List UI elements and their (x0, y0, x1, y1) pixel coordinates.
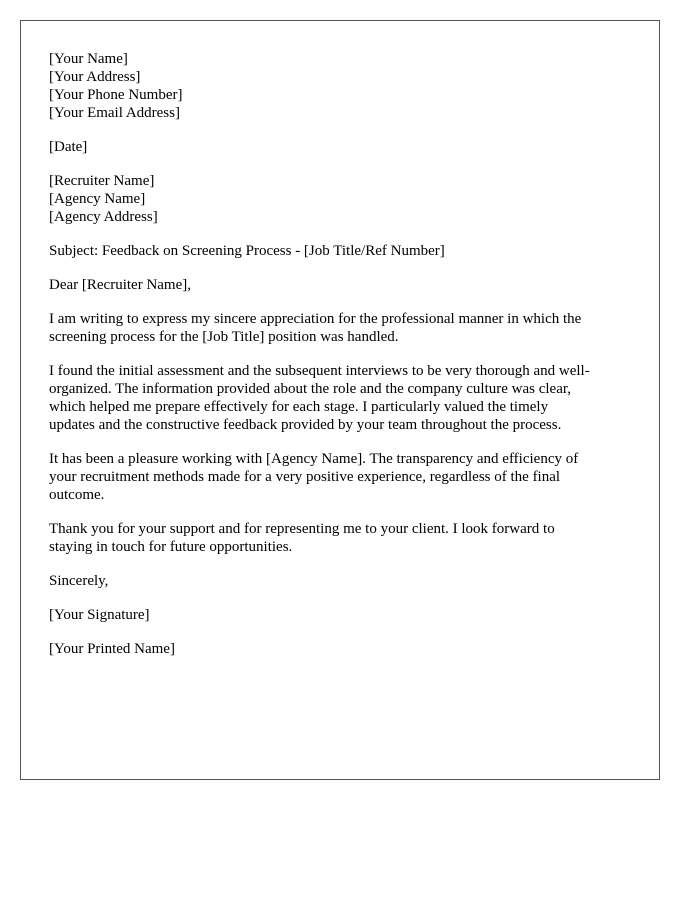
printed-name-text: [Your Printed Name] (49, 641, 175, 657)
paragraph-4-line-2: staying in touch for future opportunities. (49, 539, 293, 555)
sender-name: [Your Name] (49, 51, 128, 67)
paragraph-4-line-1: Thank you for your support and for representing me to your client. I look forward to (49, 521, 555, 537)
subject-text: Subject: Feedback on Screening Process - [Job Title/Ref Number] (49, 243, 445, 259)
sender-email: [Your Email Address] (49, 105, 180, 121)
closing (49, 572, 631, 590)
letter-page (20, 20, 660, 780)
salutation (49, 276, 631, 294)
paragraph-4 (49, 520, 631, 556)
recipient-name: [Recruiter Name] (49, 173, 155, 189)
recipient-agency: [Agency Name] (49, 191, 146, 207)
closing-text: Sincerely, (49, 573, 109, 589)
date-block (49, 138, 631, 156)
paragraph-3-line-2: your recruitment methods made for a very positive experience, regardless of the final (49, 469, 561, 485)
sender-block (49, 50, 631, 122)
paragraph-3 (49, 450, 631, 504)
paragraph-3-line-1: It has been a pleasure working with [Agency Name]. The transparency and efficiency of (49, 451, 579, 467)
salutation-text: Dear [Recruiter Name], (49, 277, 192, 293)
sender-phone: [Your Phone Number] (49, 87, 183, 103)
paragraph-2-line-4: updates and the constructive feedback provided by your team throughout the process. (49, 417, 562, 433)
paragraph-3-line-3: outcome. (49, 487, 105, 503)
recipient-address: [Agency Address] (49, 209, 158, 225)
paragraph-2-line-1: I found the initial assessment and the subsequent interviews to be very thorough and well- (49, 363, 590, 379)
paragraph-2 (49, 362, 631, 434)
letter-date: [Date] (49, 139, 88, 155)
printed-name (49, 640, 631, 658)
paragraph-2-line-2: organized. The information provided about the role and the company culture was clear, (49, 381, 571, 397)
paragraph-2-line-3: which helped me prepare effectively for each stage. I particularly valued the timely (49, 399, 549, 415)
signature-text: [Your Signature] (49, 607, 150, 623)
paragraph-1 (49, 310, 631, 346)
recipient-block (49, 172, 631, 226)
subject-line (49, 242, 631, 260)
signature (49, 606, 631, 624)
paragraph-1-line-1: I am writing to express my sincere appreciation for the professional manner in which the (49, 311, 582, 327)
paragraph-1-line-2: screening process for the [Job Title] position was handled. (49, 329, 399, 345)
sender-address: [Your Address] (49, 69, 141, 85)
